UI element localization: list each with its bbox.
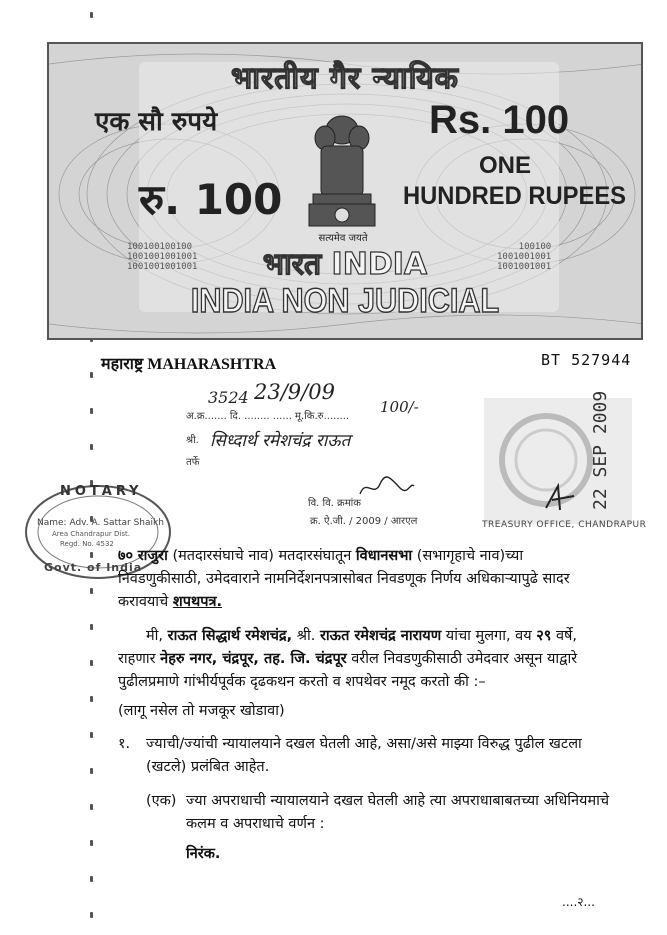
binding-hole	[90, 660, 93, 666]
sub-a-answer: निरंक.	[186, 846, 221, 862]
registry-line3: तर्फे	[186, 457, 200, 468]
para1-line3: पुढीलप्रमाणे गांभीर्यपूर्वक दृढकथन करतो व शपथेवर नमूद करतो की :–	[118, 674, 486, 690]
notary-seal-reg: Regd. No. 4532	[60, 540, 114, 548]
binding-hole	[90, 840, 93, 846]
binding-hole	[90, 732, 93, 738]
sub-a-label: (एक)	[146, 793, 177, 809]
candidate-name: राऊत सिद्धार्थ रमेशचंद्र,	[167, 628, 293, 644]
state-label: महाराष्ट्र MAHARASHTRA	[101, 356, 277, 373]
binding-hole	[90, 876, 93, 882]
item1-line1: ज्याची/ज्यांची न्यायालयाने दखल घेतली आहे, असा/असे माझ्या विरुद्ध पुढील खटला	[146, 736, 582, 752]
stamp-amount-hindi-numeral: रु. 100	[139, 175, 283, 224]
registrar-signature-icon	[356, 474, 416, 502]
house-name: विधानसभा	[355, 548, 413, 564]
stamp-type: INDIA NON JUDICIAL	[190, 282, 500, 320]
treasury-office: TREASURY OFFICE, CHANDRAPUR	[482, 520, 647, 530]
para1-text-e: यांचा मुलगा, वय	[445, 628, 532, 644]
registry-line2: श्री.	[186, 435, 199, 446]
para1-text-2c: वरील निवडणुकीसाठी उमेदवार असून याद्वारे	[351, 651, 578, 667]
serial-number: BT 527944	[541, 351, 632, 369]
stamp-amount-words-2: HUNDRED RUPEES	[403, 182, 627, 210]
heading-line3	[118, 591, 222, 614]
page-continuation: ....२...	[562, 895, 595, 909]
candidate-age: २९	[536, 628, 552, 644]
constituency-name: राजुरा	[137, 548, 168, 564]
heading-text-d: (सभागृहाचे नाव)च्या	[416, 548, 524, 564]
registry-line5: क्र. ऐ.जी. / 2009 / आरएल	[310, 516, 418, 527]
para1-line2	[118, 648, 577, 671]
notary-seal-name: Name: Adv. A. Sattar Shaikh	[37, 518, 164, 528]
notary-seal-bottom: Govt. of India	[44, 561, 143, 574]
para1-text-g: वर्षे,	[555, 628, 578, 644]
stamp-amount-words-1: ONE	[479, 152, 532, 179]
para1-text-c: श्री.	[296, 628, 316, 644]
binding-hole	[90, 804, 93, 810]
binding-hole	[90, 372, 93, 378]
binding-hole	[90, 912, 93, 918]
item1-number: १.	[118, 736, 131, 752]
binding-hole	[90, 696, 93, 702]
lion-capital-emblem-icon	[303, 108, 381, 236]
sub-a-line2: कलम व अपराधाचे वर्णन :	[186, 816, 325, 832]
registry-hw-name: सिध्दार्थ रमेशचंद्र राऊत	[210, 431, 351, 451]
registry-hw-value: 100/-	[380, 398, 419, 416]
stamp-amount-rs: Rs. 100	[429, 98, 570, 142]
strike-note: (लागू नसेल तो मजकूर खोडावा)	[118, 703, 285, 719]
heading-text-3a: करावयाचे	[118, 594, 169, 610]
constituency-number: ७०	[118, 548, 134, 564]
non-judicial-stamp	[47, 42, 643, 340]
para1-text-a: मी,	[146, 628, 164, 644]
heading-line2: निवडणुकीसाठी, उमेदवाराने नामनिर्देशनपत्रासोबत निवडणूक निर्णय अधिकाऱ्यापुढे सादर	[118, 571, 570, 587]
stamp-binary-left: 100100100100 1001001001001 1001001001001	[127, 242, 198, 272]
registry-line4: वि. वि. क्रमांक	[308, 498, 361, 509]
registry-line1: अ.क्र....... दि. ........ ...... मू.कि.रु........	[186, 411, 350, 422]
sub-a-line1: ज्या अपराधाची न्यायालयाने दखल घेतली आहे त्या अपराधाबाबतच्या अधिनियमाचे	[186, 793, 610, 809]
heading-text-b: (मतदारसंघाचे नाव) मतदारसंघातून	[172, 548, 352, 564]
notary-seal-top: NOTARY	[60, 484, 143, 499]
candidate-address: नेहरु नगर, चंद्रपूर, तह. जि. चंद्रपूर	[160, 651, 347, 667]
stamp-title-hindi: भारतीय गैर न्यायिक	[231, 61, 459, 96]
binding-hole	[90, 588, 93, 594]
stamp-motto: सत्यमेव जयते	[318, 233, 368, 244]
father-name: राऊत रमेशचंद्र नारायण	[320, 628, 442, 644]
notary-seal-area: Area Chandrapur Dist.	[52, 530, 130, 538]
binding-hole	[90, 12, 93, 18]
para1-text-2a: राहणार	[118, 651, 156, 667]
stamp-amount-hindi-words: एक सौ रुपये	[95, 107, 218, 137]
binding-hole	[90, 768, 93, 774]
stamp-country: भारत INDIA	[262, 247, 428, 282]
registry-hw-number: 3524	[208, 388, 249, 407]
binding-hole	[90, 624, 93, 630]
treasury-date-text: 22 SEP 2009	[590, 390, 611, 510]
affidavit-label: शपथपत्र.	[172, 594, 222, 610]
registry-hw-date: 23/9/09	[254, 380, 335, 404]
treasury-signature-icon	[540, 478, 580, 518]
item1-line2: (खटले) प्रलंबित आहेत.	[146, 759, 270, 775]
heading-line1	[118, 545, 523, 568]
treasury-date	[590, 390, 611, 510]
binding-hole	[90, 444, 93, 450]
stamp-binary-right: 100100 1001001001 1001001001	[497, 242, 552, 272]
binding-hole	[90, 408, 93, 414]
para1-line1	[146, 625, 577, 648]
